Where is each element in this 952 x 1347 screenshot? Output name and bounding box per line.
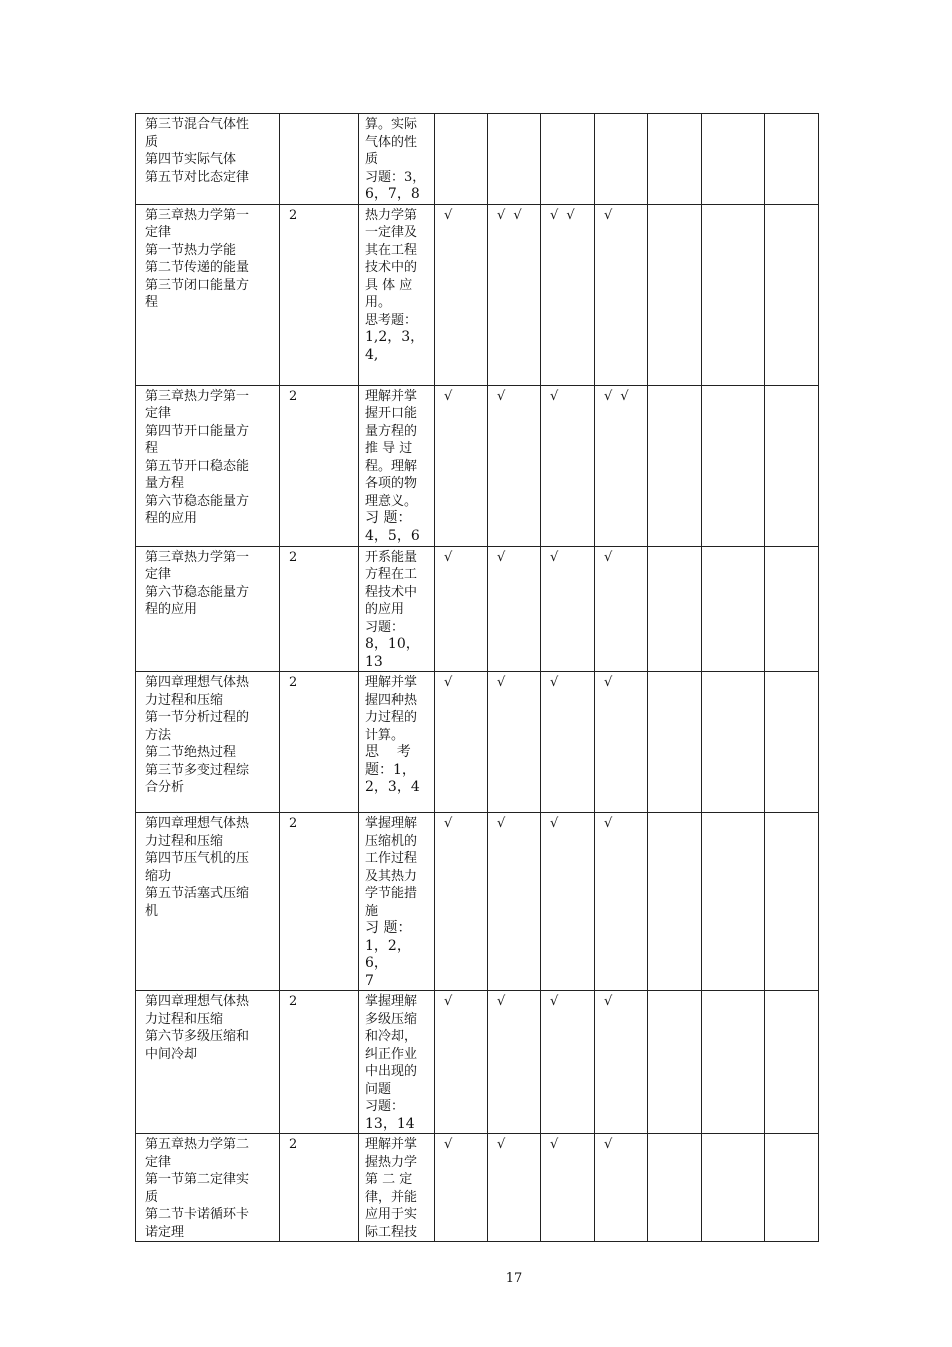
- topic-line: 缩功: [145, 868, 172, 884]
- table-row: [136, 546, 819, 672]
- requirement-line: 质: [365, 152, 379, 167]
- requirement-line: 的应用: [365, 602, 405, 617]
- topic-line: 合分析: [145, 780, 185, 795]
- topic-line: 程: [145, 441, 159, 456]
- topic-line: 第四章理想气体热: [145, 675, 250, 690]
- empty-cell: [765, 114, 819, 205]
- empty-cell: [648, 204, 702, 385]
- check-cell: √: [488, 385, 541, 546]
- hours-cell: [280, 114, 359, 205]
- topic-line: 第五章热力学第二: [145, 1137, 250, 1152]
- requirement-line: 学节能措: [365, 886, 418, 901]
- topic-line: 第二节传递的能量: [145, 260, 250, 275]
- topic-line: 第五节对比态定律: [145, 169, 250, 185]
- requirement-line: 习 题：: [365, 920, 412, 936]
- hours-cell: 2: [280, 672, 359, 813]
- requirement-cell: [359, 546, 435, 672]
- topic-line: 量方程: [145, 476, 185, 491]
- empty-cell: [765, 385, 819, 546]
- topic-line: 定律: [145, 225, 172, 240]
- check-cell: √: [488, 546, 541, 672]
- requirement-line: 问题: [365, 1081, 392, 1097]
- empty-cell: [702, 1134, 765, 1242]
- hours-cell: 2: [280, 991, 359, 1134]
- empty-cell: [648, 385, 702, 546]
- topic-line: 第二节绝热过程: [145, 745, 237, 760]
- topic-line: 定律: [145, 1154, 172, 1170]
- check-cell: [541, 114, 595, 205]
- topic-line: 程的应用: [145, 602, 198, 617]
- check-cell: [595, 114, 648, 205]
- check-cell: √: [435, 385, 488, 546]
- table-row: [136, 991, 819, 1134]
- table-row: [136, 672, 819, 813]
- requirement-line: 各项的物: [365, 476, 418, 491]
- topic-line: 第三章热力学第一: [145, 388, 250, 404]
- check-cell: √: [595, 672, 648, 813]
- check-cell: [488, 114, 541, 205]
- topic-line: 程的应用: [145, 511, 198, 526]
- requirement-line: 4，5，6: [365, 527, 420, 544]
- empty-cell: [702, 991, 765, 1134]
- requirement-line: 题：1，: [365, 761, 416, 778]
- requirement-line: 掌握理解: [365, 994, 418, 1009]
- requirement-line: 1,2，3，: [365, 329, 425, 345]
- requirement-line: 握四种热: [365, 692, 418, 708]
- check-cell: √: [595, 1134, 648, 1242]
- empty-cell: [648, 1134, 702, 1242]
- topic-line: 第四节实际气体: [145, 152, 237, 167]
- topic-line: 第四节压气机的压: [145, 851, 250, 866]
- topic-line: 第一节第二定律实: [145, 1172, 250, 1187]
- check-cell: √: [435, 813, 488, 991]
- hours-cell: 2: [280, 546, 359, 672]
- empty-cell: [648, 546, 702, 672]
- requirement-line: 算。实际: [365, 117, 418, 132]
- topic-cell: [136, 991, 280, 1134]
- topic-line: 第三节闭口能量方: [145, 277, 250, 293]
- hours-cell: 2: [280, 204, 359, 385]
- check-cell: √ √: [541, 204, 595, 385]
- requirement-line: 习题：: [365, 1099, 405, 1114]
- check-cell: √: [541, 546, 595, 672]
- requirement-line: 握热力学: [365, 1154, 418, 1170]
- check-cell: √: [541, 672, 595, 813]
- check-cell: √: [435, 546, 488, 672]
- requirement-line: 理解并掌: [365, 675, 418, 690]
- empty-cell: [765, 546, 819, 672]
- check-cell: √: [488, 672, 541, 813]
- empty-cell: [648, 991, 702, 1134]
- topic-line: 第二节卡诺循环卡: [145, 1207, 250, 1222]
- requirement-cell: [359, 991, 435, 1134]
- requirement-line: 8，10，: [365, 636, 420, 652]
- requirement-cell: [359, 1134, 435, 1242]
- syllabus-table: [135, 113, 819, 1242]
- topic-line: 质: [145, 1189, 159, 1205]
- empty-cell: [648, 114, 702, 205]
- empty-cell: [765, 204, 819, 385]
- requirement-line: 1，2，6，: [365, 937, 411, 971]
- requirement-line: 第 二 定: [365, 1172, 413, 1187]
- requirement-line: 律，并能: [365, 1189, 418, 1205]
- check-cell: √: [595, 991, 648, 1134]
- topic-line: 第六节稳态能量方: [145, 493, 250, 509]
- check-cell: √: [435, 672, 488, 813]
- requirement-line: 一定律及: [365, 225, 418, 240]
- requirement-line: 推 导 过: [365, 441, 413, 456]
- requirement-line: 思 考: [365, 744, 411, 760]
- empty-cell: [765, 1134, 819, 1242]
- topic-line: 第四节开口能量方: [145, 423, 250, 439]
- requirement-line: 理解并掌: [365, 388, 418, 404]
- requirement-line: 程技术中: [365, 584, 418, 600]
- topic-line: 中间冷却: [145, 1046, 198, 1062]
- empty-cell: [648, 672, 702, 813]
- table-row: [136, 385, 819, 546]
- empty-cell: [702, 813, 765, 991]
- topic-line: 力过程和压缩: [145, 833, 224, 849]
- requirement-line: 13，14: [365, 1115, 415, 1132]
- requirement-cell: [359, 114, 435, 205]
- topic-line: 质: [145, 134, 159, 150]
- requirement-cell: [359, 672, 435, 813]
- requirement-line: 力过程的: [365, 710, 418, 725]
- requirement-line: 理解并掌: [365, 1137, 418, 1152]
- topic-line: 定律: [145, 567, 172, 582]
- hours-cell: 2: [280, 1134, 359, 1242]
- requirement-cell: [359, 204, 435, 385]
- topic-line: 机: [145, 903, 159, 919]
- requirement-line: 握开口能: [365, 406, 418, 421]
- empty-cell: [765, 991, 819, 1134]
- check-cell: √: [488, 813, 541, 991]
- check-cell: √: [435, 204, 488, 385]
- requirement-line: 2，3，4: [365, 779, 420, 795]
- empty-cell: [702, 672, 765, 813]
- hours-cell: 2: [280, 385, 359, 546]
- check-cell: √: [595, 546, 648, 672]
- requirement-line: 多级压缩: [365, 1011, 418, 1027]
- hours-cell: 2: [280, 813, 359, 991]
- requirement-line: 程。理解: [365, 458, 418, 474]
- requirement-line: 气体的性: [365, 134, 418, 150]
- requirement-line: 具 体 应: [365, 277, 413, 293]
- topic-line: 力过程和压缩: [145, 692, 224, 708]
- topic-cell: [136, 204, 280, 385]
- topic-line: 第四章理想气体热: [145, 994, 250, 1009]
- requirement-line: 技术中的: [365, 260, 418, 275]
- topic-cell: [136, 114, 280, 205]
- requirement-line: 4,: [365, 346, 379, 363]
- topic-line: 第三章热力学第一: [145, 207, 250, 223]
- topic-line: 第六节稳态能量方: [145, 584, 250, 600]
- empty-cell: [702, 204, 765, 385]
- table-row: [136, 813, 819, 991]
- requirement-cell: [359, 813, 435, 991]
- check-cell: √: [541, 1134, 595, 1242]
- table-row: [136, 204, 819, 385]
- requirement-line: 用。: [365, 295, 392, 310]
- topic-cell: [136, 1134, 280, 1242]
- check-cell: √: [595, 813, 648, 991]
- check-cell: √: [595, 204, 648, 385]
- check-cell: √: [488, 1134, 541, 1242]
- requirement-line: 其在工程: [365, 242, 418, 258]
- empty-cell: [765, 813, 819, 991]
- requirement-line: 施: [365, 903, 379, 919]
- check-cell: √: [541, 385, 595, 546]
- requirement-line: 习题：: [365, 619, 405, 635]
- requirement-line: 13: [365, 653, 383, 670]
- topic-line: 诺定理: [145, 1224, 185, 1240]
- requirement-line: 计算。: [365, 727, 405, 743]
- check-cell: √: [541, 991, 595, 1134]
- requirement-line: 和冷却，: [365, 1029, 418, 1044]
- check-cell: √ √: [595, 385, 648, 546]
- requirement-cell: [359, 385, 435, 546]
- empty-cell: [765, 672, 819, 813]
- check-cell: √: [435, 1134, 488, 1242]
- topic-line: 第五节活塞式压缩: [145, 886, 250, 901]
- requirement-line: 理意义。: [365, 493, 418, 509]
- requirement-line: 工作过程: [365, 851, 418, 866]
- empty-cell: [702, 385, 765, 546]
- topic-line: 第一节热力学能: [145, 242, 237, 258]
- page-number: 17: [505, 1271, 523, 1286]
- requirement-line: 热力学第: [365, 207, 418, 223]
- empty-cell: [702, 546, 765, 672]
- topic-cell: [136, 546, 280, 672]
- topic-line: 程: [145, 295, 159, 310]
- requirement-line: 际工程技: [365, 1224, 418, 1240]
- requirement-line: 思考题：: [365, 312, 418, 328]
- topic-cell: [136, 385, 280, 546]
- requirement-line: 6，7，8: [365, 186, 420, 202]
- requirement-line: 及其热力: [365, 868, 418, 884]
- topic-cell: [136, 813, 280, 991]
- empty-cell: [648, 813, 702, 991]
- check-cell: √: [541, 813, 595, 991]
- topic-line: 第六节多级压缩和: [145, 1029, 250, 1044]
- requirement-line: 纠正作业: [365, 1046, 418, 1062]
- table-row: [136, 114, 819, 205]
- check-cell: √ √: [488, 204, 541, 385]
- table-row: [136, 1134, 819, 1242]
- requirement-line: 掌握理解: [365, 816, 418, 831]
- requirement-line: 量方程的: [365, 423, 418, 439]
- topic-cell: [136, 672, 280, 813]
- topic-line: 第四章理想气体热: [145, 816, 250, 831]
- topic-line: 第五节开口稳态能: [145, 458, 250, 474]
- requirement-line: 压缩机的: [365, 833, 418, 849]
- requirement-line: 7: [365, 972, 374, 989]
- topic-line: 方法: [145, 727, 172, 743]
- requirement-line: 开系能量: [365, 549, 418, 565]
- check-cell: √: [435, 991, 488, 1134]
- topic-line: 定律: [145, 406, 172, 421]
- requirement-line: 中出现的: [365, 1064, 418, 1079]
- topic-line: 第三节多变过程综: [145, 762, 250, 778]
- topic-line: 力过程和压缩: [145, 1011, 224, 1027]
- topic-line: 第三章热力学第一: [145, 549, 250, 565]
- empty-cell: [702, 114, 765, 205]
- topic-line: 第一节分析过程的: [145, 710, 250, 725]
- topic-line: 第三节混合气体性: [145, 117, 250, 132]
- check-cell: [435, 114, 488, 205]
- requirement-line: 习题：3，: [365, 169, 426, 185]
- requirement-line: 方程在工: [365, 567, 418, 582]
- check-cell: √: [488, 991, 541, 1134]
- requirement-line: 应用于实: [365, 1207, 418, 1222]
- requirement-line: 习 题：: [365, 510, 412, 526]
